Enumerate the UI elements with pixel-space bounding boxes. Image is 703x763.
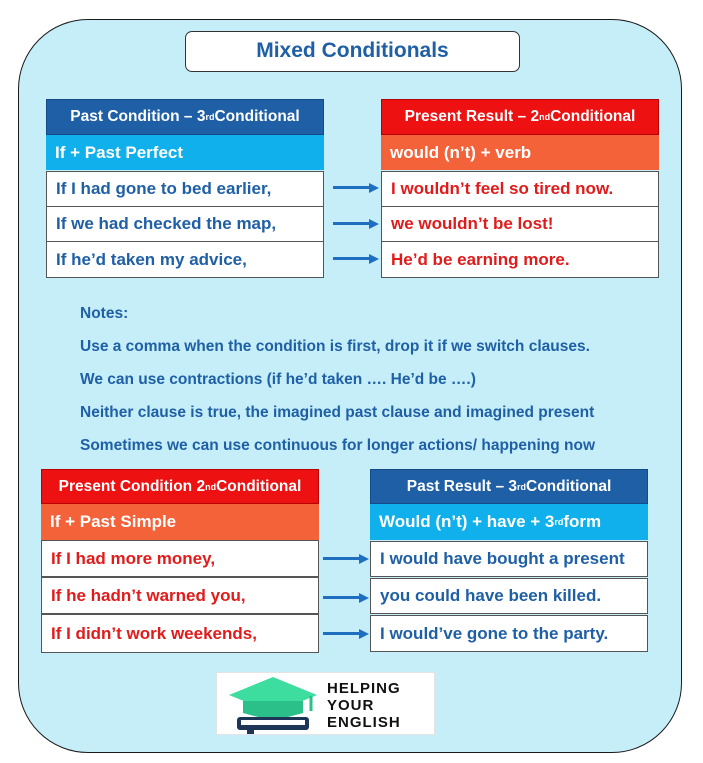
logo-line-1: HELPING <box>327 680 401 697</box>
header-text-end: Conditional <box>526 477 612 495</box>
header-text: Present Condition 2 <box>58 477 206 495</box>
note-3: Neither clause is true, the imagined past clause and imagined present <box>80 404 595 421</box>
page-title: Mixed Conditionals <box>185 31 520 72</box>
present-result-header: Present Result – 2 nd Conditional <box>381 99 659 135</box>
note-4: Sometimes we can use continuous for longer actions/ happening now <box>80 437 596 454</box>
right-arrow-icon <box>323 554 369 564</box>
present-result-formula: would (n’t) + verb <box>381 135 659 170</box>
note-2: We can use contractions (if he’d taken …. He’d be ….) <box>80 371 476 388</box>
result-row-2: you could have been killed. <box>370 578 648 614</box>
present-condition-formula: If + Past Simple <box>41 504 319 540</box>
result-row-2: we wouldn’t be lost! <box>381 206 659 242</box>
present-condition-header: Present Condition 2 nd Conditional <box>41 469 319 504</box>
header-text: Past Result – 3 <box>406 477 518 495</box>
helping-your-english-logo <box>216 672 435 735</box>
note-1: Use a comma when the condition is first, drop it if we switch clauses. <box>80 338 590 355</box>
header-text: Past Condition – 3 <box>70 108 206 125</box>
logo-line-2: YOUR <box>327 697 375 714</box>
result-row-3: I would’ve gone to the party. <box>370 615 648 652</box>
right-arrow-icon <box>323 593 369 603</box>
header-text-end: Conditional <box>216 477 302 495</box>
right-arrow-icon <box>333 183 379 193</box>
right-arrow-icon <box>333 254 379 264</box>
condition-row-1: If I had more money, <box>41 540 319 577</box>
notes-heading: Notes: <box>80 305 129 322</box>
header-text-end: Conditional <box>214 108 300 125</box>
header-text: Present Result – 2 <box>404 108 540 125</box>
right-arrow-icon <box>323 629 369 639</box>
past-condition-formula: If + Past Perfect <box>46 135 324 170</box>
result-row-3: He’d be earning more. <box>381 241 659 278</box>
condition-row-1: If I had gone to bed earlier, <box>46 171 324 207</box>
result-row-1: I wouldn’t feel so tired now. <box>381 171 659 207</box>
graduation-cap-book-icon <box>219 673 324 734</box>
condition-row-2: If we had checked the map, <box>46 206 324 242</box>
formula-text: Would (n’t) + have + 3 <box>379 512 555 531</box>
header-text-end: Conditional <box>550 108 636 125</box>
condition-row-3: If I didn’t work weekends, <box>41 614 319 653</box>
condition-row-2: If he hadn’t warned you, <box>41 577 319 614</box>
condition-row-3: If he’d taken my advice, <box>46 241 324 278</box>
right-arrow-icon <box>333 219 379 229</box>
result-row-1: I would have bought a present <box>370 541 648 577</box>
logo-line-3: ENGLISH <box>327 714 401 731</box>
formula-text-end: form <box>563 512 602 531</box>
past-condition-header: Past Condition – 3 rd Conditional <box>46 99 324 135</box>
past-result-formula: Would (n’t) + have + 3 rd form <box>370 504 648 540</box>
past-result-header: Past Result – 3 rd Conditional <box>370 469 648 504</box>
